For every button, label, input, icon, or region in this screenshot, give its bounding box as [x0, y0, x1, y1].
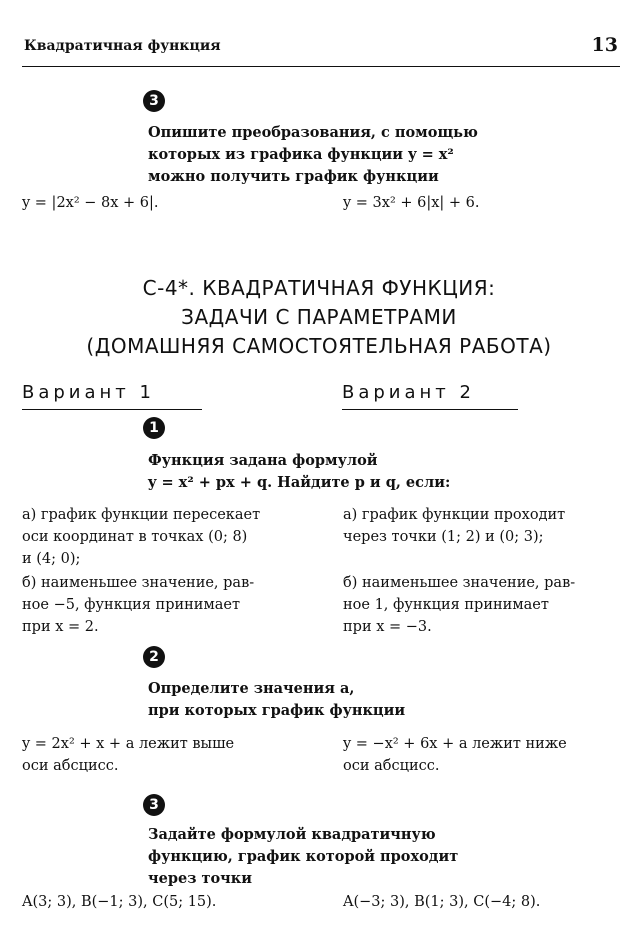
section-title-line: (ДОМАШНЯЯ САМОСТОЯТЕЛЬНАЯ РАБОТА) — [86, 334, 552, 358]
task3-text — [148, 824, 458, 890]
task-line: Задайте формулой квадратичную — [148, 826, 436, 843]
section-title — [0, 274, 638, 361]
task-line: y = x² + px + q. Найдите p и q, если: — [148, 474, 451, 491]
text-line: оси абсцисс. — [22, 758, 119, 774]
task1-v1-a — [22, 504, 296, 570]
task-number-badge: 3 — [143, 794, 165, 816]
task-number-badge: 3 — [143, 90, 165, 112]
task-number-badge: 2 — [143, 646, 165, 668]
text-line: ное 1, функция принимает — [343, 597, 549, 613]
text-line: при x = −3. — [343, 619, 432, 635]
task3-v2-points: A(−3; 3), B(1; 3), C(−4; 8). — [343, 894, 541, 910]
variant-1-heading: Вариант 1 — [22, 382, 202, 410]
text-line: а) график функции пересекает — [22, 507, 261, 523]
task2-v2 — [343, 733, 615, 777]
task-line: которых из графика функции y = x² — [148, 146, 454, 163]
text-line: а) график функции проходит — [343, 507, 566, 523]
task-line: Определите значения a, — [148, 680, 355, 697]
task1-v2-a — [343, 504, 615, 548]
variant-2-heading: Вариант 2 — [342, 382, 518, 410]
header-rule — [22, 66, 620, 67]
text-line: y = 2x² + x + a лежит выше — [22, 736, 235, 752]
task1-v1-b — [22, 572, 296, 638]
text-line: ное −5, функция принимает — [22, 597, 240, 613]
text-line: и (4; 0); — [22, 551, 81, 567]
task-line: можно получить график функции — [148, 168, 439, 185]
task-line: при которых график функции — [148, 702, 406, 719]
task-line: функцию, график которой проходит — [148, 848, 459, 865]
text-line: оси абсцисс. — [343, 758, 440, 774]
text-line: б) наименьшее значение, рав- — [22, 575, 255, 591]
task-line: Функция задана формулой — [148, 452, 378, 469]
task1-v2-b — [343, 572, 615, 638]
task-line: Опишите преобразования, с помощью — [148, 124, 478, 141]
task2-text — [148, 678, 405, 722]
text-line: оси координат в точках (0; 8) — [22, 529, 248, 545]
running-header-title: Квадратичная функция — [24, 38, 221, 54]
page-number: 13 — [591, 34, 618, 56]
task-line: через точки — [148, 870, 252, 887]
top-task3-v2-formula: y = 3x² + 6|x| + 6. — [343, 195, 480, 211]
section-title-line: ЗАДАЧИ С ПАРАМЕТРАМИ — [181, 305, 457, 329]
section-title-line: С-4*. КВАДРАТИЧНАЯ ФУНКЦИЯ: — [142, 276, 496, 300]
text-line: при x = 2. — [22, 619, 99, 635]
text-line: y = −x² + 6x + a лежит ниже — [343, 736, 567, 752]
task2-v1 — [22, 733, 296, 777]
task3-v1-points: A(3; 3), B(−1; 3), C(5; 15). — [22, 894, 217, 910]
task1-text — [148, 450, 450, 494]
text-line: через точки (1; 2) и (0; 3); — [343, 529, 544, 545]
text-line: б) наименьшее значение, рав- — [343, 575, 576, 591]
top-task3-text — [148, 122, 478, 188]
task-number-badge: 1 — [143, 417, 165, 439]
top-task3-v1-formula: y = |2x² − 8x + 6|. — [22, 195, 159, 211]
